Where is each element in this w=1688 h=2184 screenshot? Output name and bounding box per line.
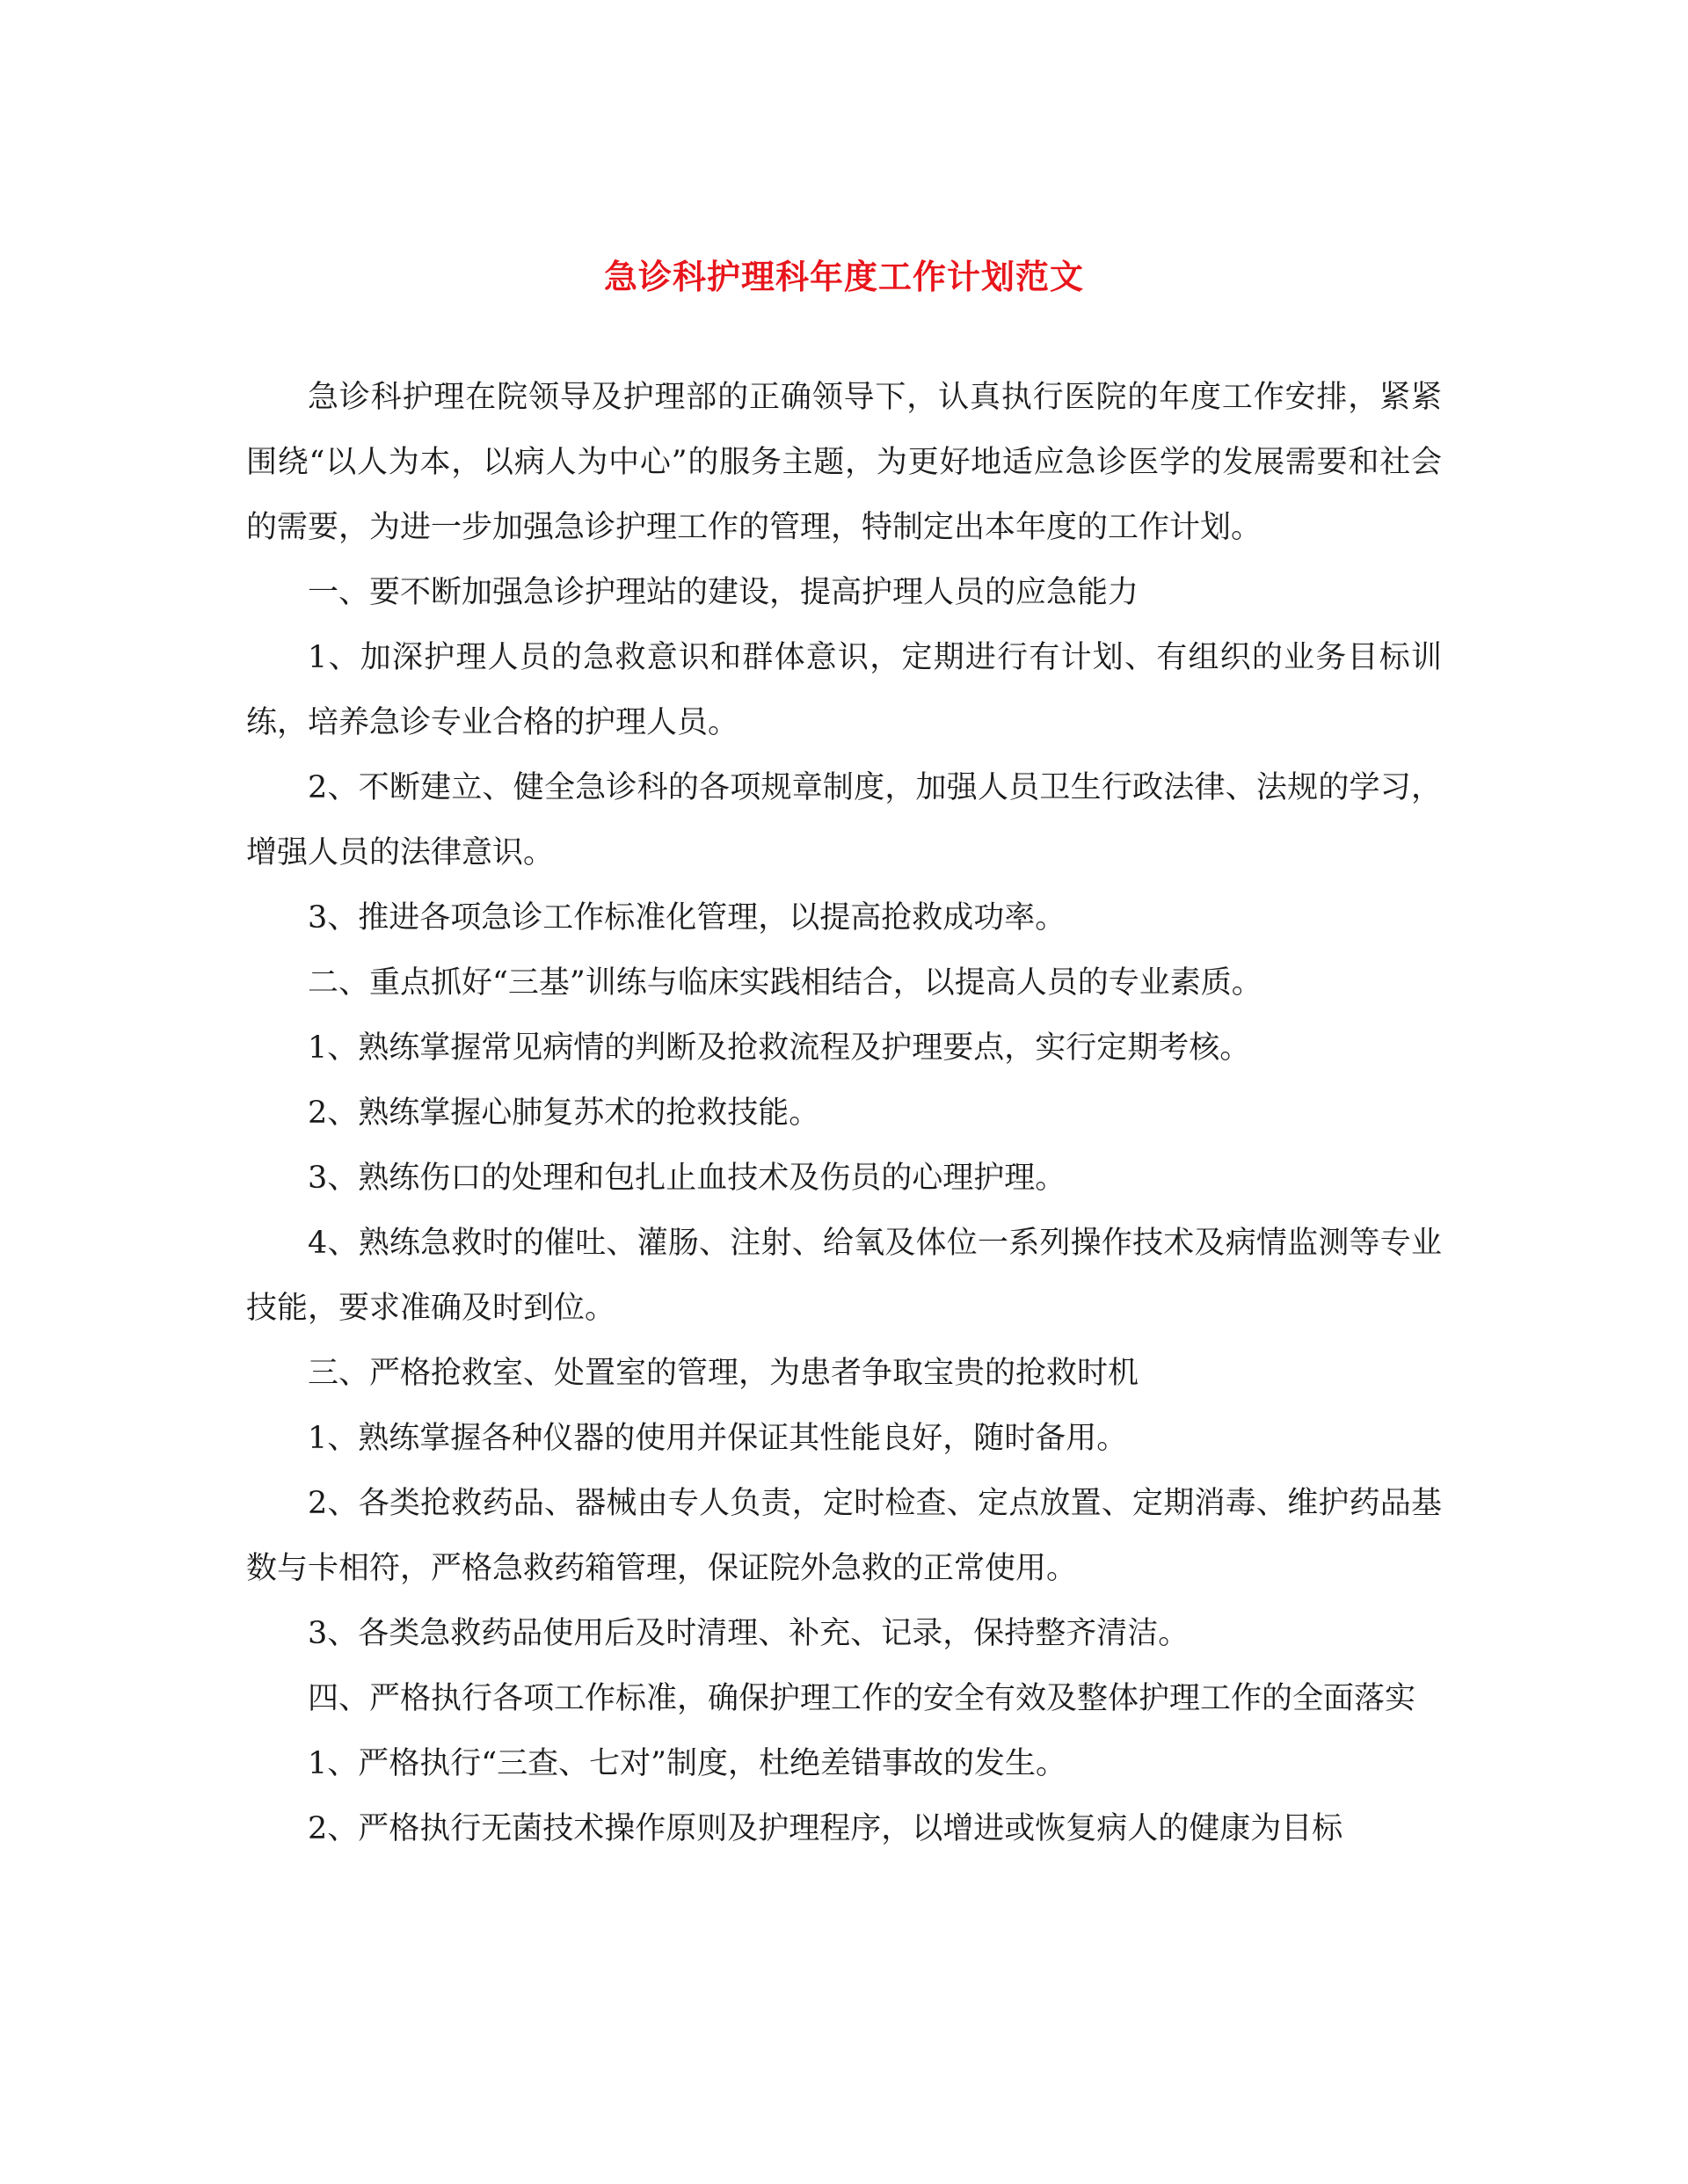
- list-item: 2、不断建立、健全急诊科的各项规章制度，加强人员卫生行政法律、法规的学习，增强人员的法律意识。: [246, 770, 1442, 870]
- section-heading-1: 一、要不断加强急诊护理站的建设，提高护理人员的应急能力: [308, 575, 1139, 610]
- list-item: 1、熟练掌握常见病情的判断及抢救流程及护理要点，实行定期考核。: [308, 1030, 1251, 1066]
- document-title: 急诊科护理科年度工作计划范文: [603, 257, 1084, 297]
- list-item: 2、严格执行无菌技术操作原则及护理程序，以增进或恢复病人的健康为目标: [308, 1811, 1343, 1846]
- list-item: 2、熟练掌握心肺复苏术的抢救技能。: [308, 1096, 820, 1131]
- list-item: 2、各类抢救药品、器械由专人负责，定时检查、定点放置、定期消毒、维护药品基数与卡相符，严格急救药箱管理，保证院外急救的正常使用。: [246, 1486, 1442, 1586]
- document-body: [246, 365, 1442, 1861]
- list-item: 3、推进各项急诊工作标准化管理，以提高抢救成功率。: [308, 900, 1066, 935]
- list-item: 1、加深护理人员的急救意识和群体意识，定期进行有计划、有组织的业务目标训练，培养急诊专业合格的护理人员。: [246, 640, 1442, 740]
- list-item: 1、熟练掌握各种仪器的使用并保证其性能良好，随时备用。: [308, 1421, 1128, 1456]
- list-item: 3、各类急救药品使用后及时清理、补充、记录，保持整齐清洁。: [308, 1616, 1190, 1651]
- list-item: 1、严格执行“三查、七对”制度，杜绝差错事故的发生。: [308, 1746, 1067, 1781]
- list-item: 3、熟练伤口的处理和包扎止血技术及伤员的心理护理。: [308, 1161, 1066, 1196]
- section-heading-3: 三、严格抢救室、处置室的管理，为患者争取宝贵的抢救时机: [308, 1356, 1139, 1391]
- section-heading-2: 二、重点抓好“三基”训练与临床实践相结合，以提高人员的专业素质。: [308, 965, 1262, 1001]
- section-heading-4: 四、严格执行各项工作标准，确保护理工作的安全有效及整体护理工作的全面落实: [308, 1681, 1416, 1716]
- paragraph-intro: 急诊科护理在院领导及护理部的正确领导下，认真执行医院的年度工作安排，紧紧围绕“以人为本，以病人为中心”的服务主题，为更好地适应急诊医学的发展需要和社会的需要，为进一步加强急诊护理工作的管理，特制定出本年度的工作计划。: [246, 380, 1442, 545]
- list-item: 4、熟练急救时的催吐、灌肠、注射、给氧及体位一系列操作技术及病情监测等专业技能，要求准确及时到位。: [246, 1226, 1442, 1326]
